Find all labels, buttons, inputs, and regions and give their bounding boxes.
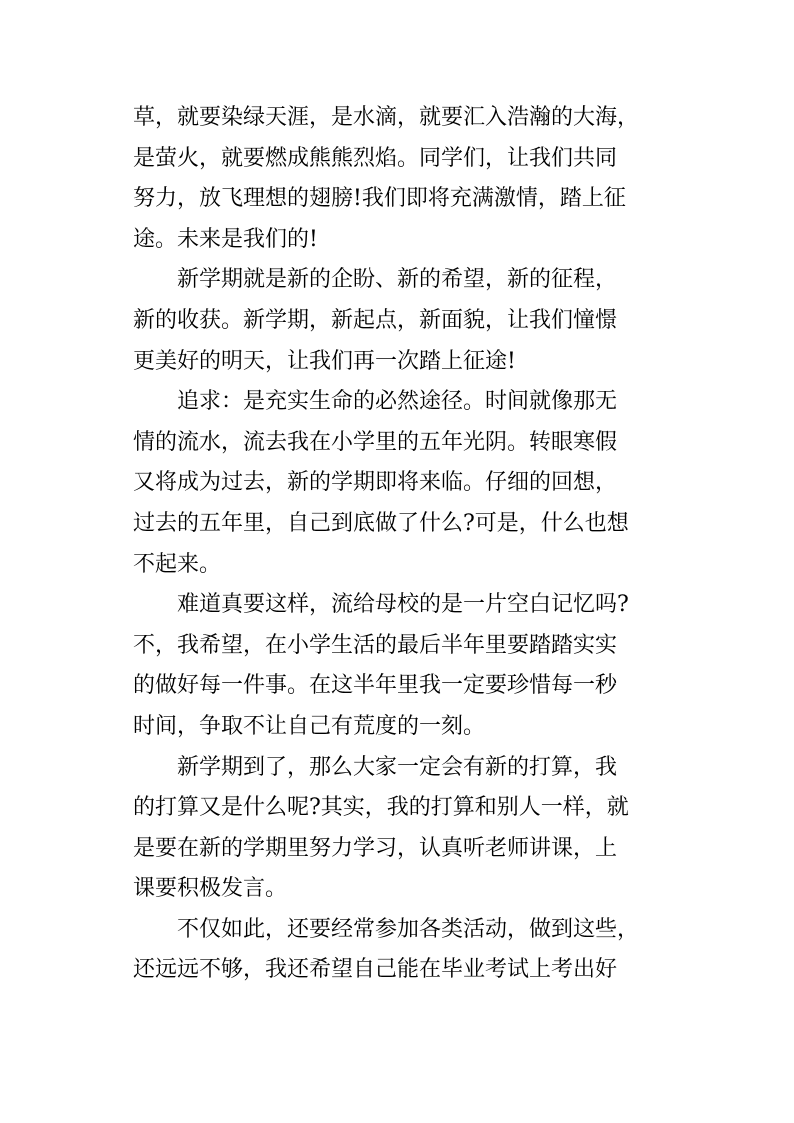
text-line: 过去的五年里，自己到底做了什么?可是，什么也想 [133,510,629,536]
body-text [133,98,673,991]
text-line: 不，我希望，在小学生活的最后半年里要踏踏实实 [133,632,618,658]
text-line: 新的收获。新学期，新起点，新面貌，让我们憧憬 [133,307,618,333]
text-line: 又将成为过去，新的学期即将来临。仔细的回想， [133,470,618,496]
text-line: 不仅如此，还要经常参加各类活动，做到这些， [177,916,640,942]
text-line: 情的流水，流去我在小学里的五年光阴。转眼寒假 [133,429,618,455]
text-line: 还远远不够，我还希望自己能在毕业考试上考出好 [133,957,618,983]
text-line: 课要积极发言。 [133,876,288,902]
text-line: 更美好的明天，让我们再一次踏上征途! [133,348,516,374]
text-line: 追求：是充实生命的必然途径。时间就像那无 [177,389,618,415]
text-line: 是萤火，就要燃成熊熊烈焰。同学们，让我们共同 [133,145,618,171]
text-line: 的做好每一件事。在这半年里我一定要珍惜每一秒 [133,673,618,699]
text-line: 草，就要染绿天涯，是水滴，就要汇入浩瀚的大海， [133,105,640,130]
text-line: 时间，争取不让自己有荒度的一刻。 [133,713,486,739]
text-line: 是要在新的学期里努力学习，认真听老师讲课，上 [133,835,618,861]
text-line: 难道真要这样，流给母校的是一片空白记忆吗? [177,592,629,618]
text-line: 新学期就是新的企盼、新的希望，新的征程， [177,267,618,293]
text-line: 努力，放飞理想的翅膀!我们即将充满激情，踏上征 [133,186,626,212]
text-line: 不起来。 [133,551,222,577]
text-line: 途。未来是我们的! [133,226,318,252]
text-line: 新学期到了，那么大家一定会有新的打算，我 [177,754,618,780]
text-line: 的打算又是什么呢?其实，我的打算和别人一样，就 [133,795,629,821]
